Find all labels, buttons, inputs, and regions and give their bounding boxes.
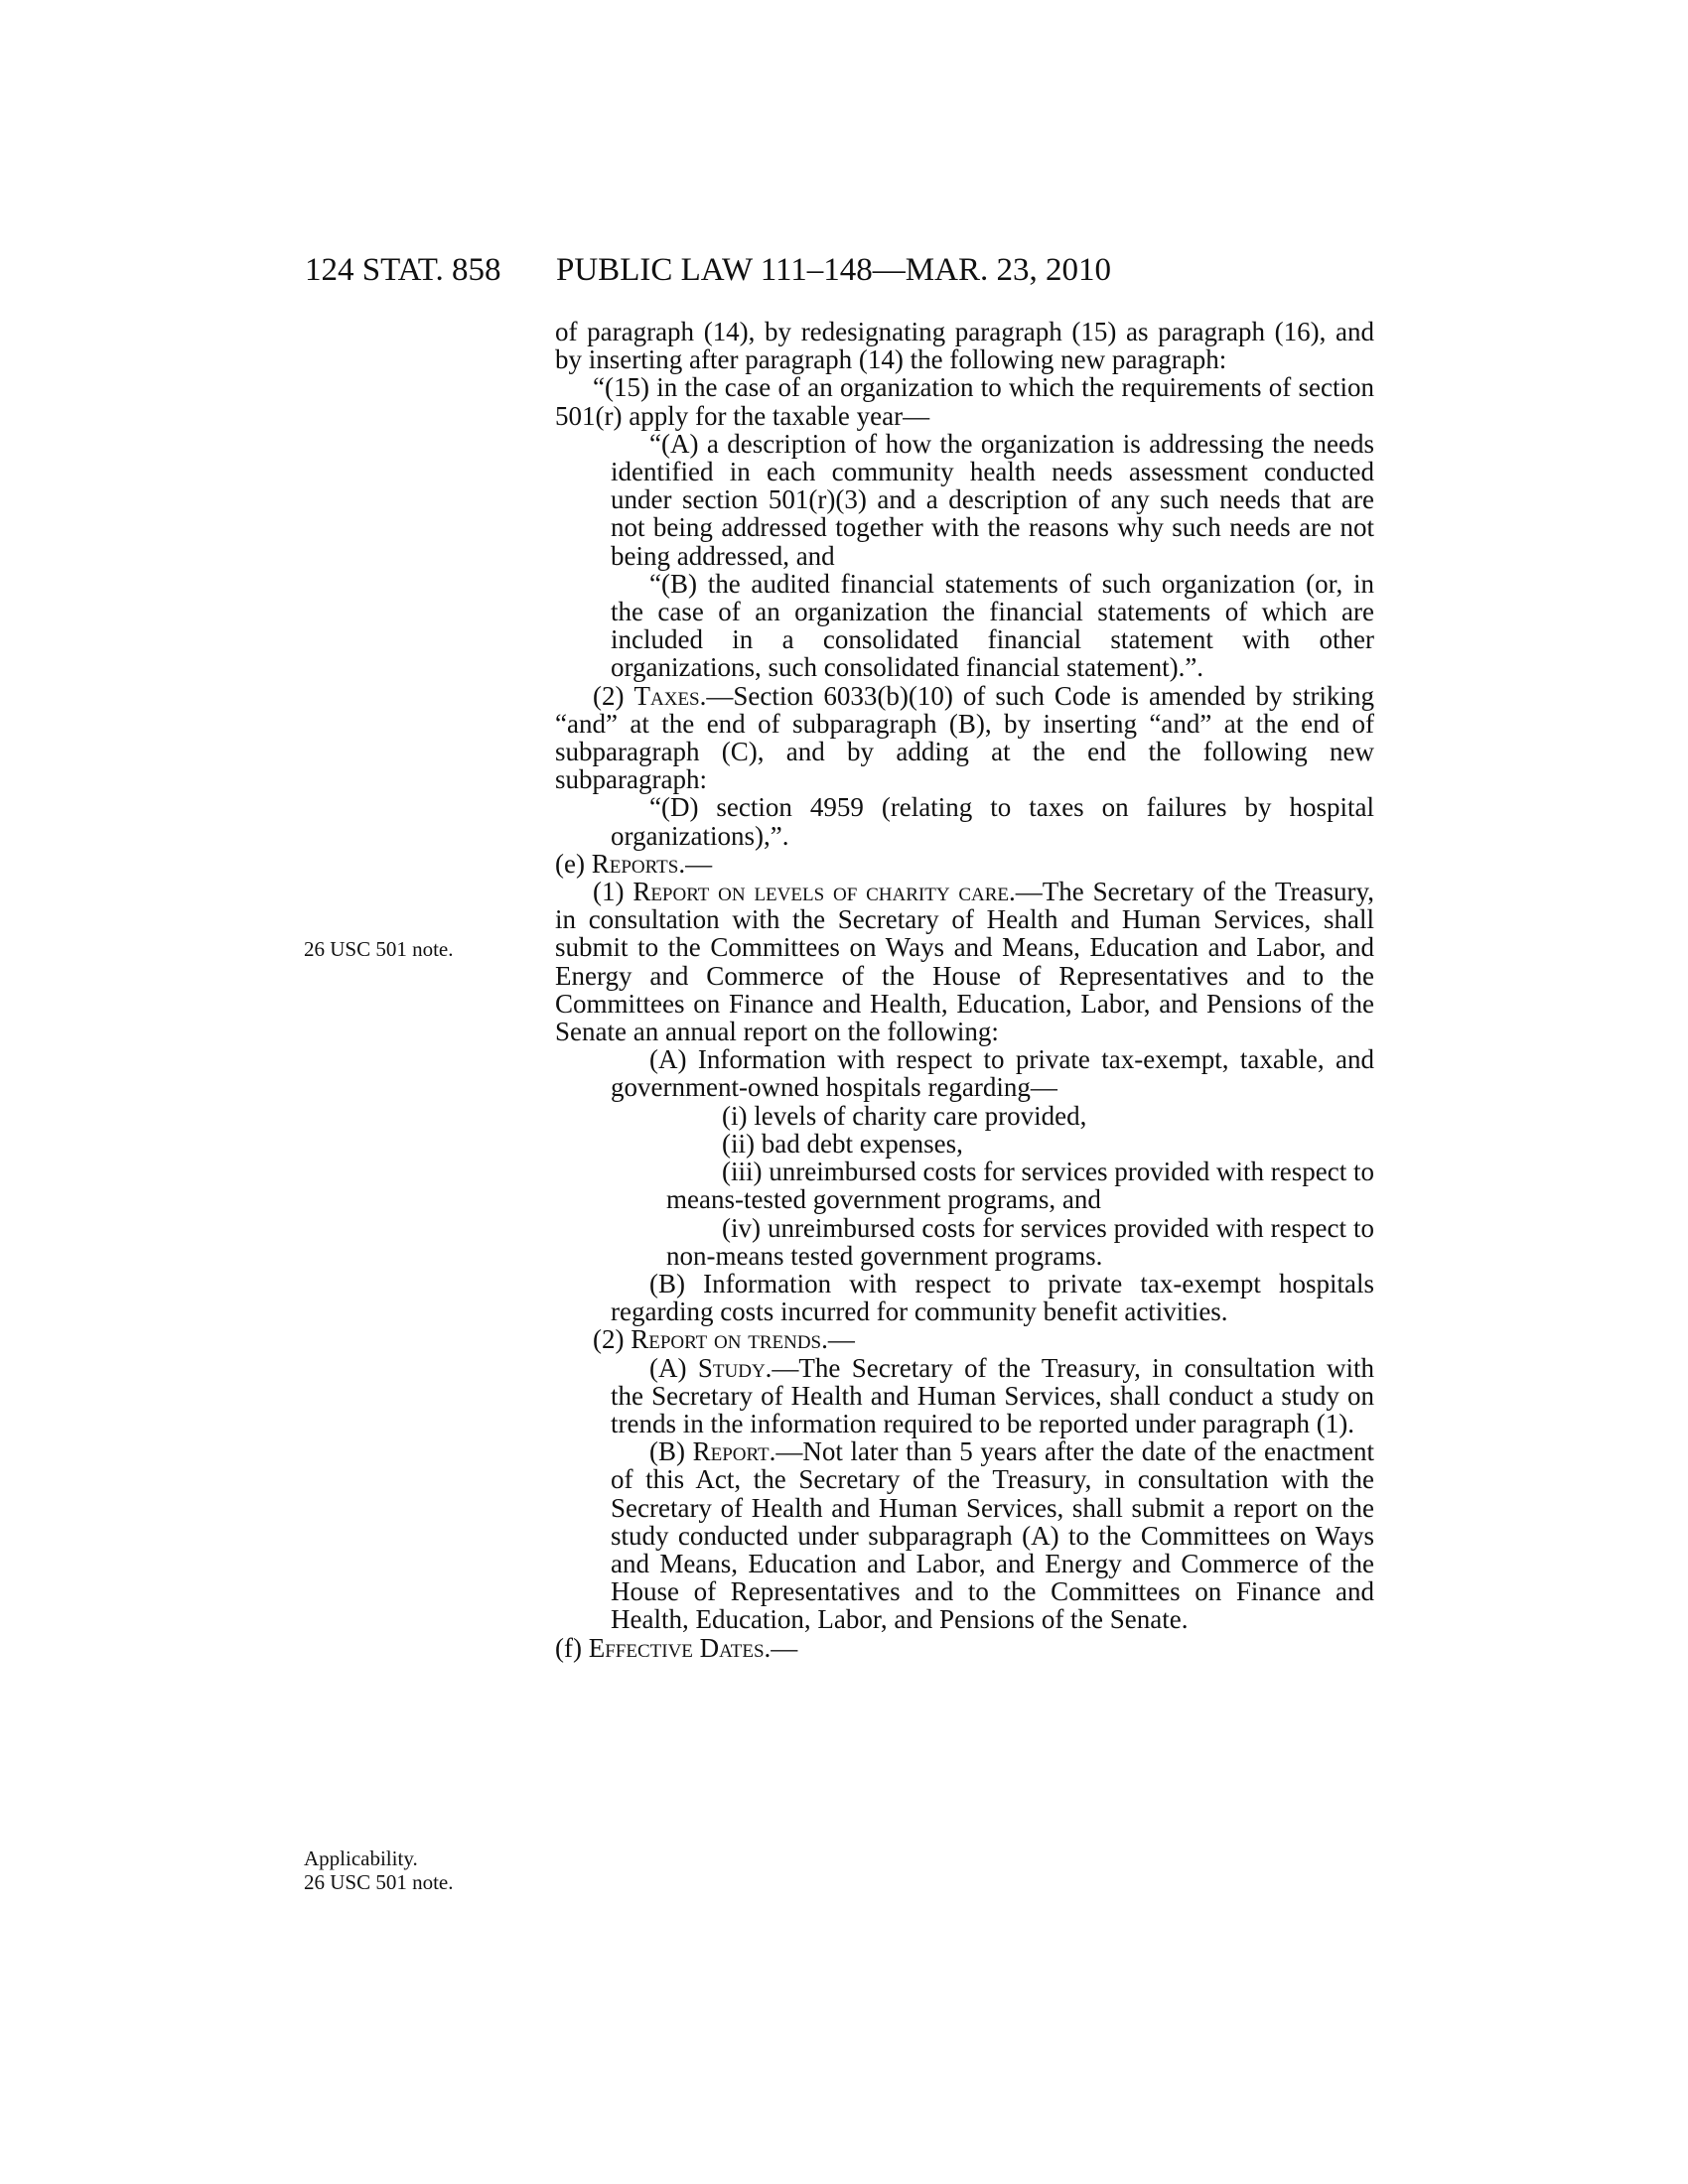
subsection-number: (e) xyxy=(555,848,592,879)
subparagraph-report xyxy=(611,1437,1374,1633)
clause-i: (i) levels of charity care provided, xyxy=(722,1100,1087,1131)
subparagraph-b: “(B) the audited financial statements of such organization (or, in the case of an organization the financial statements of which are included in a consolidated financial statement with other organizations, such consolidated financial statement).”. xyxy=(611,568,1374,683)
paragraph-charity-care xyxy=(555,878,1374,1045)
margin-note-applicability: Applicability. xyxy=(304,1846,418,1870)
subparagraph-heading: Study xyxy=(697,1352,766,1383)
paragraph-taxes xyxy=(555,682,1374,794)
clause-iii: (iii) unreimbursed costs for services provided with respect to means-tested government programs, and xyxy=(666,1157,1374,1215)
paragraph-continuation: of paragraph (14), by redesignating paragraph (15) as paragraph (16), and by inserting after paragraph (14) the following new paragraph: xyxy=(555,317,1374,375)
paragraph-number: (1) xyxy=(593,877,633,907)
paragraph-text: .—Section 6033(b)(10) of such Code is amended by striking “and” at the end of subparagraph (B), by inserting “and” at the end of subparagraph (C), and by adding at the end the following new subparagraph: xyxy=(555,680,1374,795)
subsection-reports xyxy=(555,850,1374,878)
paragraph-number: (2) xyxy=(593,1324,632,1355)
margin-note-usc: 26 USC 501 note. xyxy=(304,1870,454,1894)
statute-text xyxy=(555,318,1374,1662)
subparagraph-number: (A) xyxy=(649,1352,698,1383)
subparagraph-d: “(D) section 4959 (relating to taxes on failures by hospital organizations),”. xyxy=(611,792,1374,851)
page-running-title: PUBLIC LAW 111–148—MAR. 23, 2010 xyxy=(556,252,1111,288)
clause-ii: (ii) bad debt expenses, xyxy=(722,1128,963,1159)
subsection-heading: Effective Dates xyxy=(588,1632,765,1663)
subparagraph-a-information: (A) Information with respect to private tax-exempt, taxable, and government-owned hospitals regarding— xyxy=(611,1044,1374,1103)
page-stat-number: 124 STAT. 858 xyxy=(305,252,501,288)
margin-note-reports: 26 USC 501 note. xyxy=(304,937,454,961)
paragraph-heading: Taxes xyxy=(633,680,700,711)
subsection-text: .— xyxy=(678,848,713,879)
paragraph-trends xyxy=(555,1325,1374,1353)
subparagraph-a: “(A) a description of how the organization is addressing the needs identified in each community health needs assessment conducted under section 501(r)(3) and a description of any such needs that are not being addressed together with the reasons why such needs are not being addressed, and xyxy=(611,428,1374,571)
paragraph-text: .—The Secretary of the Treasury, in consultation with the Secretary of Health and Human Services, shall submit to the Committees on Ways and Means, Education and Labor, and Energy and Commerce of the House of Representatives and to the Committees on Finance and Health, Education, Labor, and Pensions of the Senate an annual report on the following: xyxy=(555,877,1374,1047)
subparagraph-study xyxy=(611,1354,1374,1438)
subparagraph-b-information: (B) Information with respect to private tax-exempt hospitals regarding costs incurred for community benefit activities. xyxy=(611,1268,1374,1327)
paragraph-text: .— xyxy=(821,1324,855,1355)
paragraph-15: “(15) in the case of an organization to which the requirements of section 501(r) apply for the taxable year— xyxy=(555,372,1374,431)
subsection-heading: Reports xyxy=(591,848,679,879)
subsection-text: .— xyxy=(764,1632,798,1663)
subsection-effective-dates xyxy=(555,1634,1374,1662)
subparagraph-text: .—Not later than 5 years after the date of the enactment of this Act, the Secretary of the Treasury, in consultation with the Secretary of Health and Human Services, shall submit a report on the study conducted under subparagraph (A) to the Committees on Ways and Means, Education and Labor, and Energy and Commerce of the House of Representatives and to the Committees on Finance and Health, Education, Labor, and Pensions of the Senate. xyxy=(611,1436,1374,1635)
subparagraph-number: (B) xyxy=(649,1436,693,1467)
clause-iv: (iv) unreimbursed costs for services provided with respect to non-means tested government programs. xyxy=(666,1212,1374,1271)
subparagraph-heading: Report xyxy=(692,1436,770,1467)
paragraph-heading: Report on trends xyxy=(631,1324,822,1355)
paragraph-heading: Report on levels of charity care xyxy=(633,877,1010,907)
subparagraph-text: .—The Secretary of the Treasury, in consultation with the Secretary of Health and Human Services, shall conduct a study on trends in the information required to be reported under paragraph (1). xyxy=(611,1352,1374,1438)
paragraph-number: (2) xyxy=(593,680,634,711)
subsection-number: (f) xyxy=(555,1632,589,1663)
